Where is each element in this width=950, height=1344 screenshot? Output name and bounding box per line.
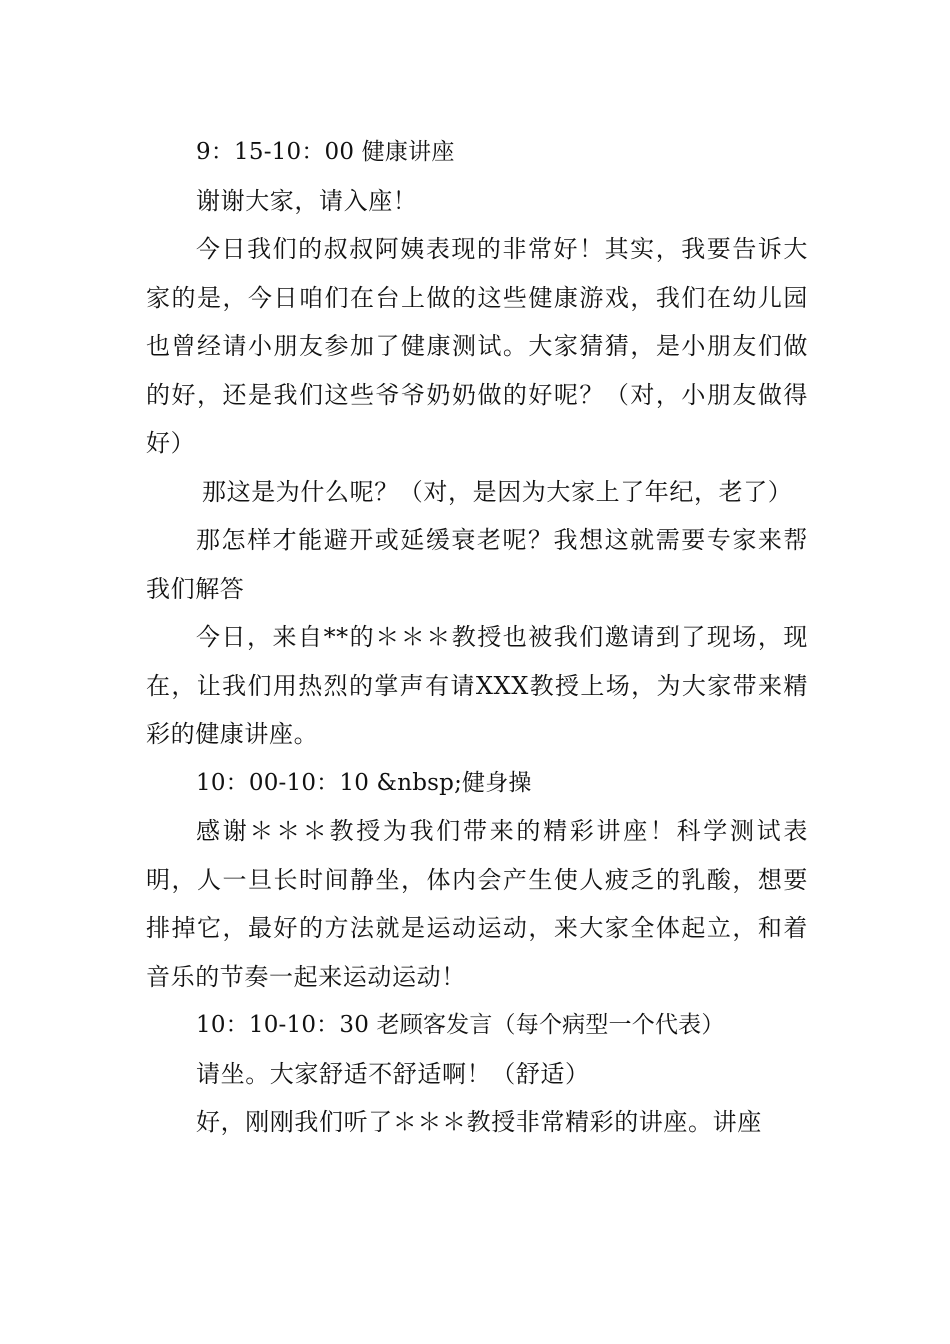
document-body xyxy=(146,128,808,1147)
paragraph-lecture-review: 好，刚刚我们听了＊＊＊教授非常精彩的讲座。讲座 xyxy=(196,1108,762,1136)
paragraph-why-question: 那这是为什么呢？（对，是因为大家上了年纪，老了） xyxy=(202,477,793,506)
paragraph-professor-intro: 今日，来自**的＊＊＊教授也被我们邀请到了现场，现在，让我们用热烈的掌声有请XXX教授上场，为大家带来精彩的健康讲座。 xyxy=(146,623,808,748)
schedule-heading-health-lecture: 9：15-10：00 健康讲座 xyxy=(196,139,455,165)
paragraph-welcome: 谢谢大家，请入座！ xyxy=(196,186,418,215)
schedule-heading-customer-speech: 10：10-10：30 老顾客发言（每个病型一个代表） xyxy=(196,1012,725,1038)
paragraph-please-sit: 请坐。大家舒适不舒适啊！（舒适） xyxy=(196,1059,590,1088)
paragraph-health-games: 今日我们的叔叔阿姨表现的非常好！其实，我要告诉大家的是，今日咱们在台上做的这些健康游戏，我们在幼儿园也曾经请小朋友参加了健康测试。大家猜猜，是小朋友们做的好，还是我们这些爷爷奶奶做的好呢？（对，小朋友做得好） xyxy=(146,235,808,457)
paragraph-exercise: 感谢＊＊＊教授为我们带来的精彩讲座！科学测试表明，人一旦长时间静坐，体内会产生使人疲乏的乳酸，想要排掉它，最好的方法就是运动运动，来大家全体起立，和着音乐的节奏一起来运动运动！ xyxy=(146,817,808,991)
paragraph-delay-aging: 那怎样才能避开或延缓衰老呢？我想这就需要专家来帮我们解答 xyxy=(146,526,808,603)
schedule-heading-exercise: 10：00-10：10 &nbsp;健身操 xyxy=(196,769,532,796)
